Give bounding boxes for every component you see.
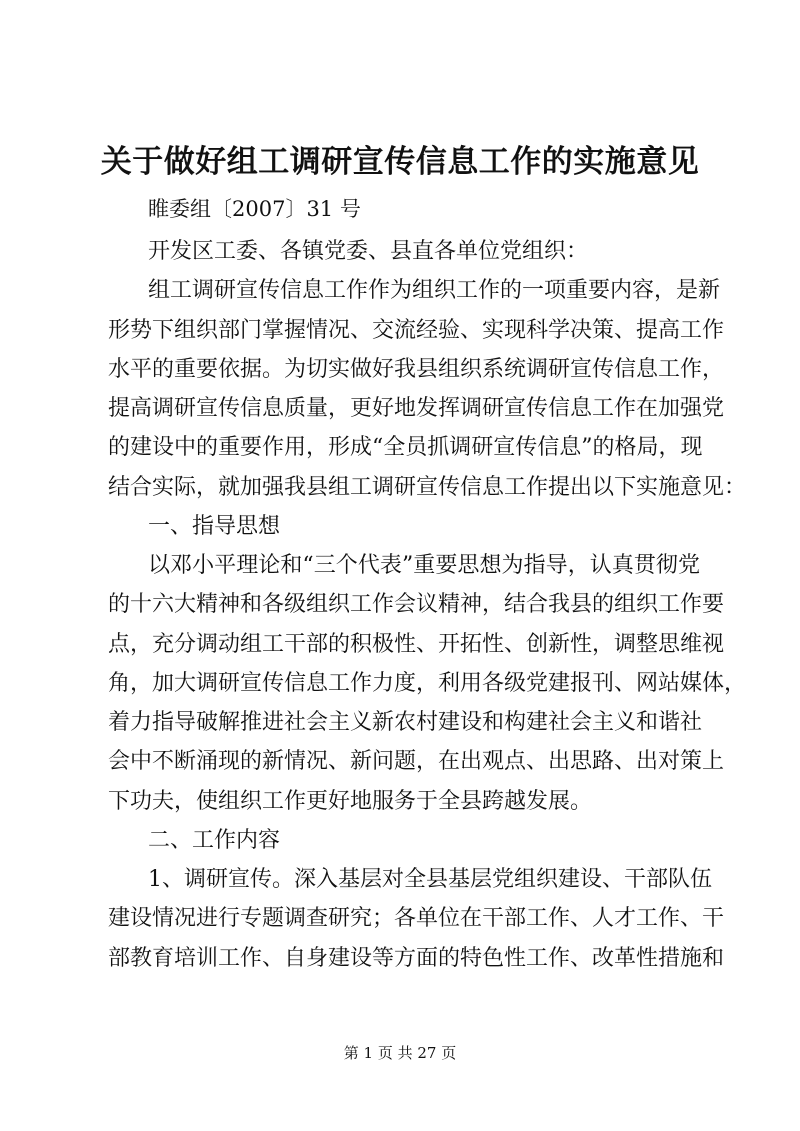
body-line: 部教育培训工作、自身建设等方面的特色性工作、改革性措施和 [108,945,725,971]
body-line: 的十六大精神和各级组织工作会议精神，结合我县的组织工作要 [108,592,725,618]
body-line: 角，加大调研宣传信息工作力度，利用各级党建报刊、网站媒体， [108,670,747,696]
document-body [108,232,747,978]
body-line: 结合实际，就加强我县组工调研宣传信息工作提出以下实施意见： [108,474,747,500]
body-line: 1、调研宣传。深入基层对全县基层党组织建设、干部队伍 [148,867,712,892]
body-line: 着力指导破解推进社会主义新农村建设和构建社会主义和谐社 [108,710,703,735]
body-line: 点，充分调动组工干部的积极性、开拓性、创新性，调整思维视 [108,631,725,657]
page-number-footer: 第 1 页 共 27 页 [343,1044,457,1062]
document-number: 睢委组〔2007〕31 号 [148,197,361,221]
body-line: 会中不断涌现的新情况、新问题，在出观点、出思路、出对策上 [108,749,725,775]
body-line: 开发区工委、各镇党委、县直各单位党组织： [148,239,589,264]
body-line: 组工调研宣传信息工作作为组织工作的一项重要内容，是新 [148,278,721,304]
body-line: 建设情况进行专题调查研究；各单位在干部工作、人才工作、干 [108,906,725,932]
document-title: 关于做好组工调研宣传信息工作的实施意见 [100,144,700,180]
section-heading: 二、工作内容 [148,827,281,853]
body-line: 下功夫，使组织工作更好地服务于全县跨越发展。 [108,788,593,814]
body-line: 以邓小平理论和“三个代表”重要思想为指导，认真贯彻党 [148,553,700,578]
body-line: 水平的重要依据。为切实做好我县组织系统调研宣传信息工作， [108,356,725,382]
body-line: 的建设中的重要作用，形成“全员抓调研宣传信息”的格局，现 [108,435,703,461]
body-line: 形势下组织部门掌握情况、交流经验、实现科学决策、提高工作 [108,317,725,343]
body-line: 提高调研宣传信息质量，更好地发挥调研宣传信息工作在加强党 [108,396,725,421]
section-heading: 一、指导思想 [148,513,281,539]
